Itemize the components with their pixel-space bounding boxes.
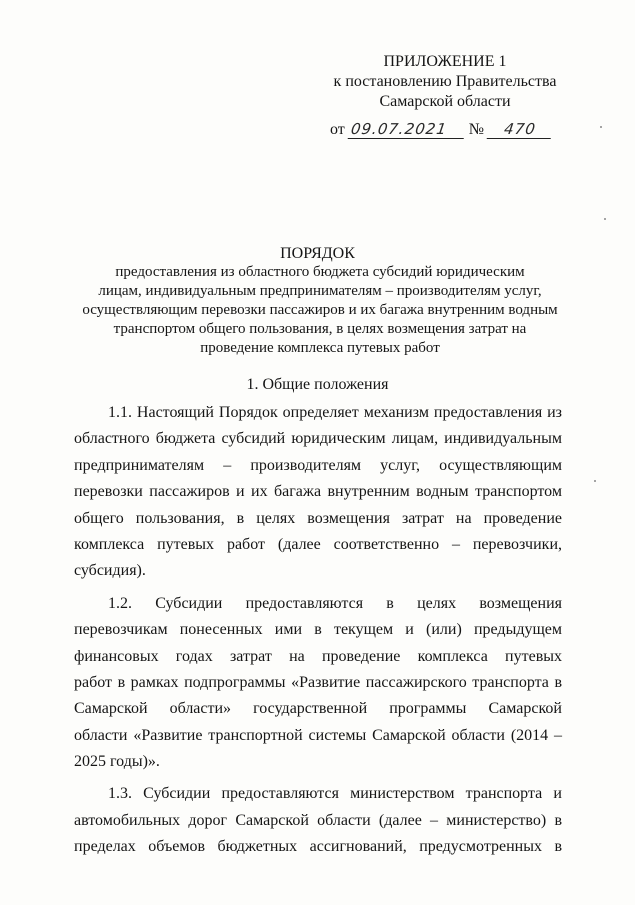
paragraph-line: 2025 годы)».	[74, 753, 160, 771]
paragraph-line: работ в рамках подпрограммы «Развитие пассажирского транспорта в	[74, 673, 562, 691]
appendix-header	[300, 52, 590, 112]
paragraph-line: области «Развитие транспортной системы Самарской области (2014 –	[74, 726, 562, 744]
paragraph-line: предпринимателям – производителям услуг, осуществляющим	[74, 456, 562, 474]
scan-speck	[600, 126, 602, 128]
subtitle-line: проведение комплекса путевых работ	[200, 340, 440, 356]
paragraph-line: 1.3. Субсидии предоставляются министерством транспорта и	[108, 785, 562, 803]
document-title: ПОРЯДОК	[280, 245, 355, 262]
subtitle-line: осуществляющим перевозки пассажиров и их багажа внутренним водным	[82, 302, 558, 318]
paragraph-1-3	[74, 781, 562, 860]
decree-date-line	[330, 119, 552, 141]
document-body	[74, 400, 562, 861]
scan-speck	[594, 480, 596, 482]
section-heading: 1. Общие положения	[246, 376, 389, 393]
decree-number-handwritten: 470	[487, 120, 554, 139]
paragraph-line: 1.1. Настоящий Порядок определяет механизм предоставления из	[108, 404, 562, 421]
paragraph-line: Самарской области» государственной программы Самарской	[74, 700, 562, 718]
appendix-reference: к постановлению Правительства	[333, 73, 557, 90]
decree-prefix: от	[330, 121, 345, 138]
paragraph-line: субсидия).	[74, 562, 146, 580]
paragraph-line: комплекса путевых работ (далее соответственно – перевозчики,	[74, 535, 562, 553]
decree-date-handwritten: 09.07.2021	[347, 120, 466, 139]
document-subtitle	[60, 263, 580, 358]
subtitle-line: транспортом общего пользования, в целях возмещения затрат на	[113, 321, 527, 337]
paragraph-line: общего пользования, в целях возмещения затрат на проведение	[74, 509, 562, 527]
paragraph-1-2	[74, 591, 562, 776]
paragraph-line: финансовых годах затрат на проведение комплекса путевых	[74, 647, 562, 665]
scan-speck	[604, 218, 606, 220]
appendix-region: Самарской области	[379, 93, 511, 110]
paragraph-line: автомобильных дорог Самарской области (далее – министерство) в	[74, 811, 562, 829]
paragraph-line: пределах объемов бюджетных ассигнований, предусмотренных в	[74, 838, 562, 856]
paragraph-line: областного бюджета субсидий юридическим лицам, индивидуальным	[74, 430, 562, 448]
paragraph-line: перевозчикам понесенных ими в текущем и (или) предыдущем	[74, 621, 562, 639]
paragraph-1-1	[74, 400, 562, 585]
subtitle-line: предоставления из областного бюджета субсидий юридическим	[115, 264, 525, 280]
paragraph-line: перевозки пассажиров и их багажа внутренним водным транспортом	[74, 483, 562, 501]
appendix-title: ПРИЛОЖЕНИЕ 1	[383, 53, 507, 70]
subtitle-line: лицам, индивидуальным предпринимателям – производителям услуг,	[98, 283, 542, 299]
paragraph-line: 1.2. Субсидии предоставляются в целях возмещения	[108, 594, 562, 612]
decree-number-sign: №	[468, 121, 485, 138]
